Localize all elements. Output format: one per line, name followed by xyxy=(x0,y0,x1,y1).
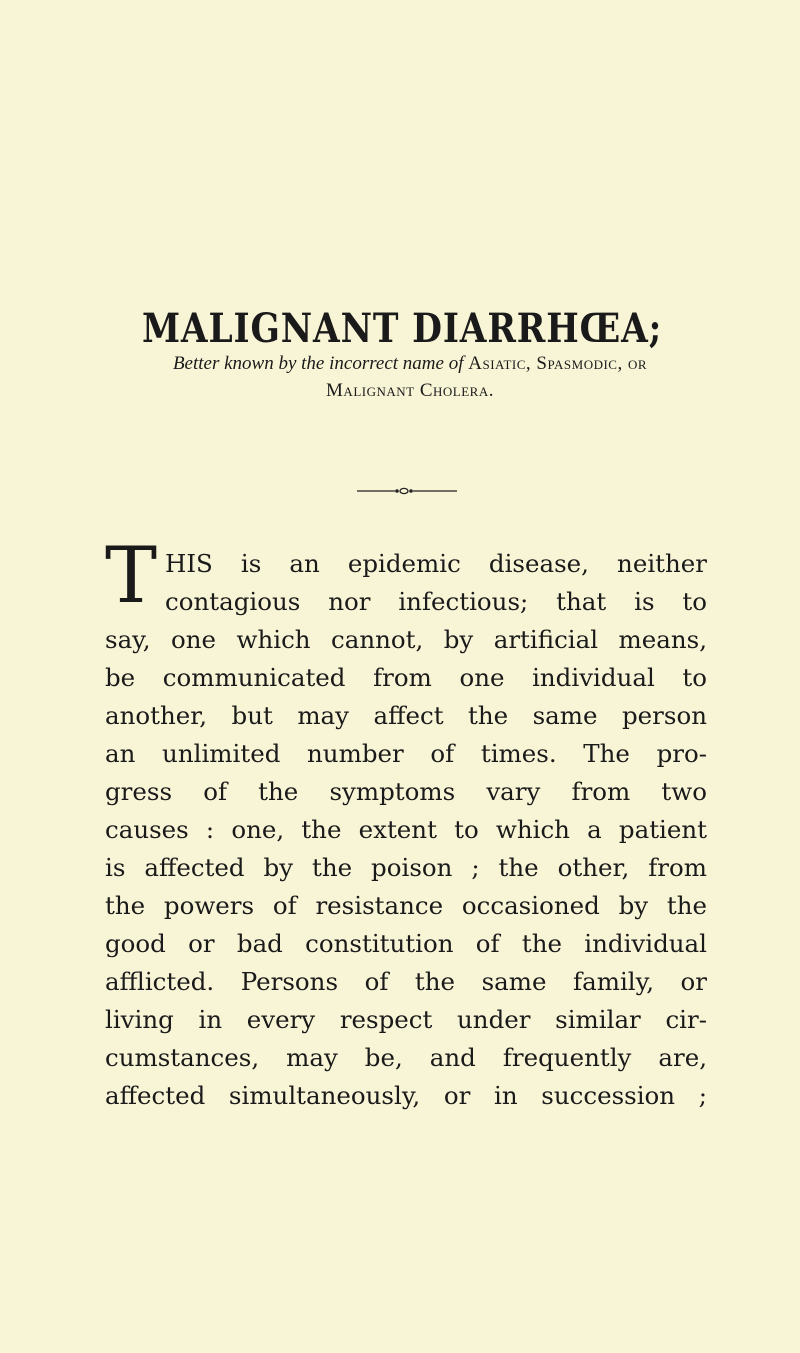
text-line: HIS is an epidemic disease, neither xyxy=(165,549,707,578)
text-line: is affected by the poison ; the other, from xyxy=(105,853,707,882)
text-line: be communicated from one individual to xyxy=(105,663,707,692)
chapter-title: MALIGNANT DIARRHŒA; xyxy=(141,305,663,352)
text-line: an unlimited number of times. The pro- xyxy=(105,739,707,768)
text-line: say, one which cannot, by artificial means, xyxy=(105,625,707,654)
text-line: another, but may affect the same person xyxy=(105,701,707,730)
subtitle-prefix: Better known by the incorrect name of xyxy=(172,353,464,374)
subtitle-names-line-2: Malignant Cholera. xyxy=(326,380,494,401)
chapter-subtitle xyxy=(115,350,705,404)
divider-ornament-icon xyxy=(357,486,457,496)
text-line: afflicted. Persons of the same family, or xyxy=(105,967,707,996)
text-line: good or bad constitution of the individual xyxy=(105,929,707,958)
text-line: living in every respect under similar cir- xyxy=(105,1005,707,1034)
body-paragraph xyxy=(105,545,707,1115)
drop-cap: T xyxy=(105,531,158,621)
text-line: causes : one, the extent to which a patient xyxy=(105,815,707,844)
text-line: contagious nor infectious; that is to xyxy=(165,587,707,616)
text-line: the powers of resistance occasioned by the xyxy=(105,891,707,920)
subtitle-names-line-1: Asiatic, Spasmodic, or xyxy=(468,353,648,374)
text-line: gress of the symptoms vary from two xyxy=(105,777,707,806)
text-line: cumstances, may be, and frequently are, xyxy=(105,1043,707,1072)
text-line: affected simultaneously, or in succession ; xyxy=(105,1081,707,1110)
